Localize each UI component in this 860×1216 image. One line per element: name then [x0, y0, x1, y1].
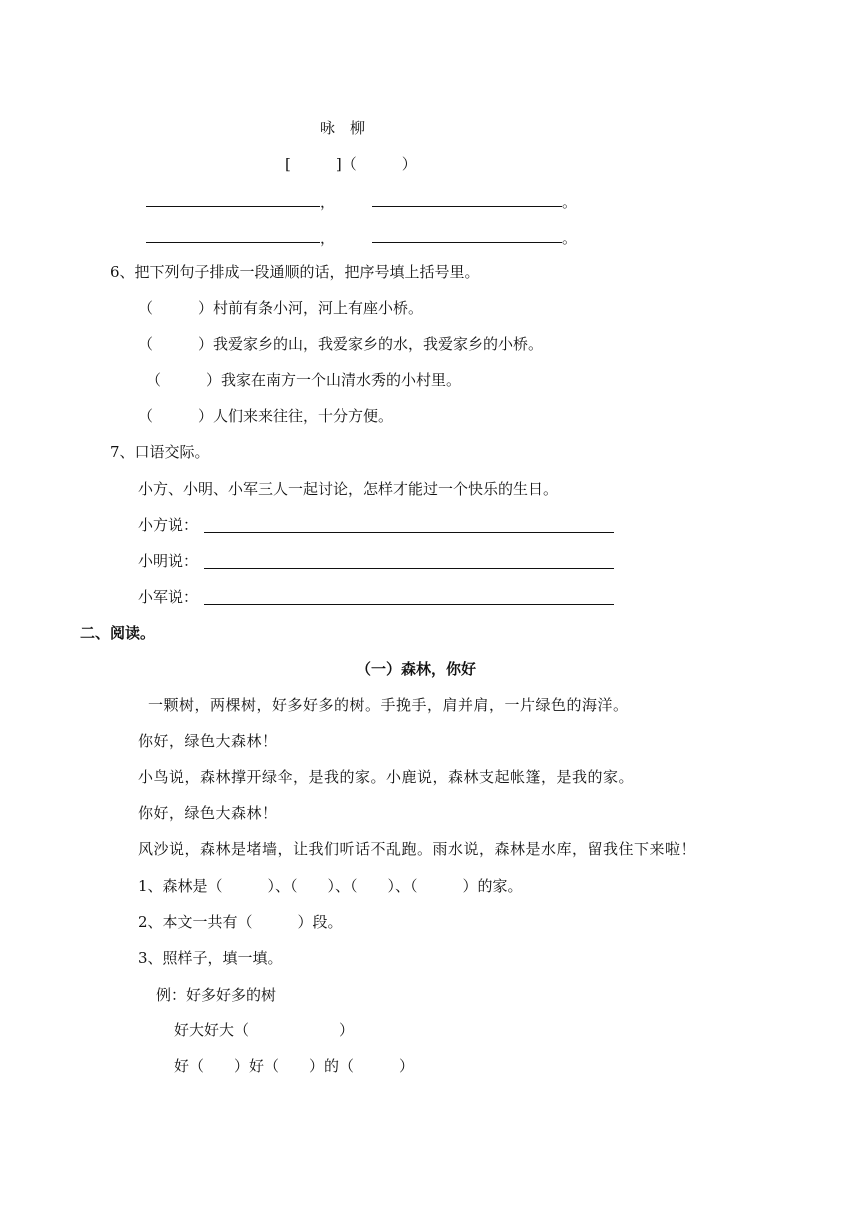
q7-speaker-xiaoming: 小明说： [138, 552, 199, 570]
poem-blank-2a[interactable] [146, 242, 320, 243]
poem-blank-2b[interactable] [372, 242, 562, 243]
q7-intro: 小方、小明、小军三人一起讨论，怎样才能过一个快乐的生日。 [138, 480, 559, 498]
q6-item-2: （ ）我爱家乡的山，我爱家乡的水，我爱家乡的小桥。 [138, 335, 544, 353]
q7-speaker-xiaofang: 小方说： [138, 516, 199, 534]
reading-q2: 2、本文一共有（ ）段。 [138, 913, 343, 931]
q7-heading: 7、口语交际。 [110, 443, 210, 461]
reading-q3-fill-2: 好（ ）好（ ）的（ ） [174, 1057, 415, 1075]
poem-blank-1a[interactable] [146, 206, 320, 207]
passage-paragraph-4: 你好，绿色大森林！ [138, 804, 278, 822]
section-heading: 二、阅读。 [80, 624, 156, 642]
q6-item-4: （ ）人们来来往往，十分方便。 [138, 407, 394, 425]
q7-speaker-xiaojun: 小军说： [138, 588, 199, 606]
passage-paragraph-1: 一颗树，两棵树，好多好多的树。手挽手，肩并肩，一片绿色的海洋。 [148, 696, 629, 714]
q7-answer-line-3[interactable] [204, 604, 614, 605]
q7-answer-line-1[interactable] [204, 532, 614, 533]
q6-item-3: （ ）我家在南方一个山清水秀的小村里。 [146, 371, 462, 389]
poem-title: 咏 柳 [320, 119, 366, 137]
q6-item-1: （ ）村前有条小河，河上有座小桥。 [138, 299, 424, 317]
q7-answer-line-2[interactable] [204, 568, 614, 569]
passage-title: （一）森林，你好 [356, 660, 477, 678]
reading-q3: 3、照样子，填一填。 [138, 949, 283, 967]
passage-paragraph-2: 你好，绿色大森林！ [138, 732, 278, 750]
poem-author-line: [ ]（ ） [285, 155, 417, 173]
passage-paragraph-3: 小鸟说，森林撑开绿伞，是我的家。小鹿说，森林支起帐篷，是我的家。 [138, 768, 635, 786]
poem-period-1: 。 [562, 193, 578, 211]
reading-q1: 1、森林是（ ）、（ ）、（ ）、（ ）的家。 [138, 877, 523, 895]
passage-paragraph-5: 风沙说，森林是堵墙，让我们听话不乱跑。雨水说，森林是水库，留我住下来啦！ [138, 840, 697, 858]
q6-heading: 6、把下列句子排成一段通顺的话，把序号填上括号里。 [110, 263, 480, 281]
poem-comma-2: ， [320, 229, 336, 247]
reading-q3-example: 例：好多好多的树 [156, 986, 277, 1004]
poem-period-2: 。 [562, 229, 578, 247]
poem-blank-1b[interactable] [372, 206, 562, 207]
poem-comma-1: ， [320, 193, 336, 211]
reading-q3-fill-1: 好大好大（ ） [174, 1021, 355, 1039]
